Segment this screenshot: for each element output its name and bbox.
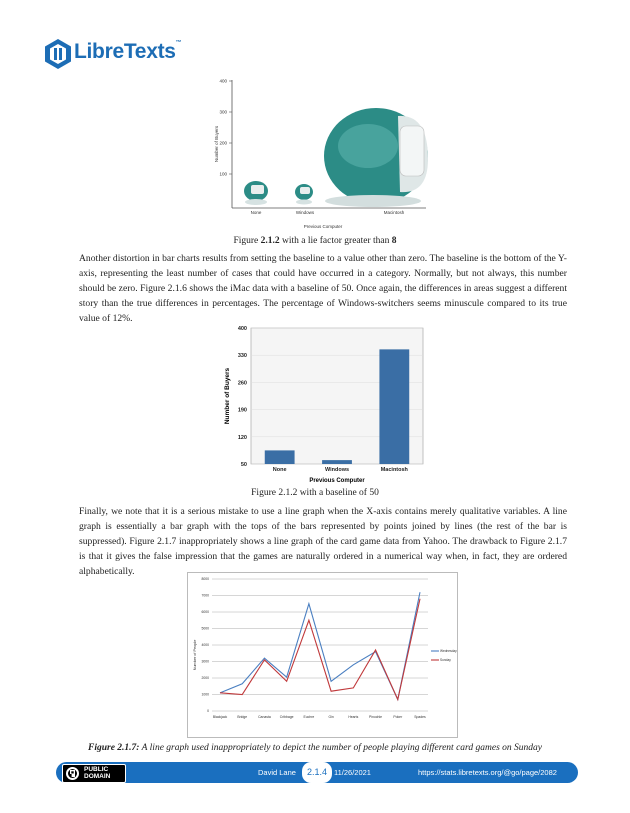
y-tick-label: 4000 [201,643,209,648]
y-tick-label: 260 [237,380,247,387]
paragraph-line-graph-mistake: Finally, we note that it is a serious mistake to use a line graph when the X-axis contains merely qualitative variables. A line graph is essentially a bar graph with the tops of the bars represented by points joined by lines (the rest of the bar is suppressed). Figure 2.1.7 inappropriately shows a line graph of the card game data from Yahoo. The drawback to Figure 2.1.7 is that it gives the false impression that the games are naturally ordered in a numerical way when, in fact, they are ordered alphabetically. [79,506,567,577]
y-tick-label: 50 [240,462,247,468]
y-tick-label: 200 [219,140,227,146]
x-category-label: Hearts [348,715,359,719]
y-axis-title: Number of Buyers [224,367,231,425]
x-category-label: Macintosh [383,210,405,215]
x-category-label: Spades [414,715,426,719]
legend-label: Sunday [440,658,451,663]
x-axis-title: Previous Computer [303,224,343,229]
line-chart [188,573,457,737]
figure2-caption: Figure 2.1.2 with a baseline of 50 [251,488,379,498]
y-tick-label: 400 [219,78,227,84]
y-tick-label: 6000 [201,610,209,615]
y-axis-title: Number of People [193,639,197,671]
y-tick-label: 120 [237,434,247,441]
x-category-label: Poker [393,715,403,719]
x-category-label: Bridge [237,715,248,719]
figure-bar-chart-baseline [219,320,429,486]
imac-macintosh-icon [324,108,428,207]
x-category-label: Windows [295,210,315,215]
public-domain-icon [65,766,80,781]
y-tick-label: 8000 [201,577,209,582]
y-tick-label: 330 [237,353,247,360]
footer-date: 11/26/2021 [334,768,371,777]
y-tick-label: 400 [237,326,247,332]
legend-label: Wednesday [440,649,457,654]
x-category-label: Windows [324,467,350,473]
imac-none-icon [244,181,268,205]
bar-none [265,450,295,464]
license-line2: DOMAIN [84,773,111,780]
x-category-label: Canasta [258,715,271,719]
x-category-label: None [272,467,287,473]
figure-line-graph [187,572,458,738]
y-tick-label: 2000 [201,676,209,681]
libretexts-logo[interactable] [44,38,182,70]
y-tick-label: 1000 [201,692,209,697]
bar-windows [322,460,352,464]
figure1-caption: Figure 2.1.2 with a lie factor greater than 8 [233,236,397,246]
footer-author: David Lane [258,768,296,777]
imac-windows-icon [295,184,313,205]
x-axis-title: Previous Computer [309,478,365,484]
x-category-label: Cribbage [279,715,294,719]
bar-macintosh [379,349,409,464]
y-tick-label: 5000 [201,626,209,631]
y-tick-label: 300 [219,109,227,115]
y-tick-label: 3000 [201,659,209,664]
footer-page-number: 2.1.4 [302,762,332,783]
series-line-sunday [220,599,420,700]
y-tick-label: 100 [219,171,227,177]
x-category-label: Pinochle [369,715,383,719]
logo-text: LibreTexts™ [74,40,182,63]
x-category-label: Blackjack [212,715,228,719]
x-category-label: Gin [328,715,334,719]
figure-imac-pictograph [208,74,430,234]
license-line1: PUBLIC [84,766,109,773]
y-tick-label: 0 [207,709,209,714]
y-tick-label: 190 [237,407,247,414]
paragraph-baseline-distortion: Another distortion in bar charts results from setting the baseline to a value other than zero. The baseline is the bottom of the Y-axis, representing the least number of cases that could have occurred in a category. Normally, but not always, this number should be zero. Figure 2.1.6 shows the iMac data with a baseline of 50. Once again, the differences in areas suggest a different story than the true differences in percentages. The percentage of Windows-switchers seems minuscule compared to its true value of 12%. [79,253,567,324]
footer-url[interactable]: https://stats.libretexts.org/@go/page/2082 [418,768,557,777]
libretexts-hexagon-icon [44,38,72,70]
y-tick-label: 7000 [201,593,209,598]
figure3-caption: Figure 2.1.7: A line graph used inappropriately to depict the number of people playing different card games on Sunday [87,743,543,753]
y-axis-title: Number of Buyers [214,125,219,163]
bar-chart [219,320,429,486]
x-category-label: Euchre [303,715,315,719]
public-domain-badge[interactable] [62,764,126,783]
x-category-label: None [250,210,262,215]
x-category-label: Macintosh [380,467,408,473]
